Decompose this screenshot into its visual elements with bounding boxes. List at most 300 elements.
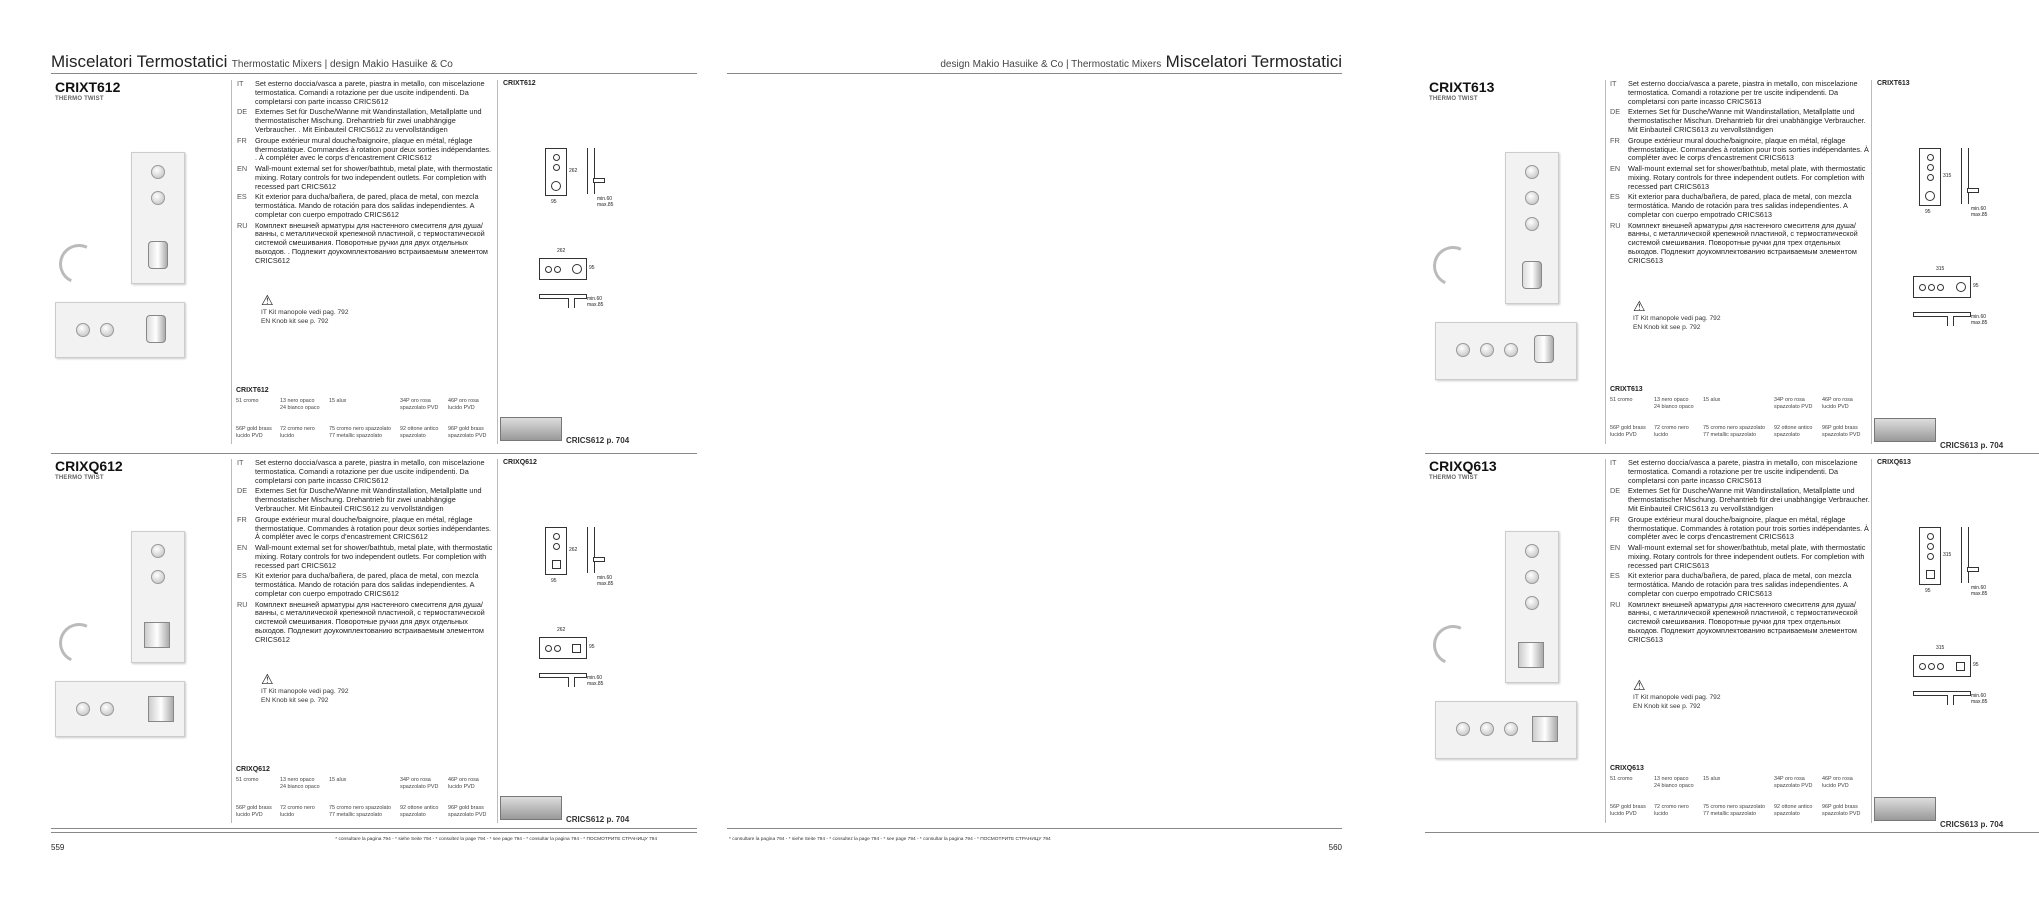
drawing-code: CRIXQ612 [503,459,537,466]
language-code: ES [237,192,247,202]
page-title [51,52,453,72]
finish-item: 92 ottone antico spazzolato [400,426,439,439]
description-de [237,108,495,135]
finish-item: 46P oro rosa lucido PVD [1822,776,1853,789]
description-text: Groupe extérieur mural douche/baignoire, plaque en métal, réglage thermostatique. Commandes à rotation pour deux sorties indépendantes. . À compléter avec le corps d’encastrement CRICS612 [255,135,492,163]
column-divider [1605,459,1606,823]
finish-item: 92 ottone antico spazzolato [1774,425,1813,438]
finish-item: 96P gold brass spazzolato PVD [1822,804,1861,817]
description-text: Externes Set für Dusche/Wanne mit Wandinstallation, Metallplatte und thermostatischer Mischung. Drehantrieb für zwei unabhängige Verbraucher. . Mit Einbauteil CRICS612 zu vervollständigen [255,107,482,135]
language-code: FR [1610,514,1620,524]
finish-item: 51 cromo [236,398,259,404]
header-divider [727,73,1342,74]
description-text: Комплект внешней арматуры для настенного смесителя для душа/ванны, с металлической крепежной пластиной, с термостатической системой смешивания. Поворотные ручки для двух отдельных выходов. Подлежит доукомплектованию встраиваемым элементом CRICS612 [255,599,485,645]
knob-icon [1525,191,1539,205]
description-es [1610,193,1870,220]
language-code: RU [237,220,248,230]
horizontal-width-dimension: 262 [557,248,566,254]
knob-kit-it: IT Kit manopole vedi pag. 792 [1633,694,1721,701]
description-ru [237,601,495,646]
product-photo-vertical [131,152,185,284]
description-text: Set esterno doccia/vasca a parete, piastra in metallo, con miscelazione termostatica. Comandi a rotazione per due uscite indipendenti. Da completarsi con parte incasso CRICS612 [255,458,485,485]
finish-item: 72 cromo nero lucido [280,426,315,439]
description-de [237,487,495,514]
width-dimension: 95 [1925,588,1931,594]
language-code: ES [1610,571,1620,581]
finish-item: 72 cromo nero lucido [280,805,315,818]
top-view-pipe [568,677,575,687]
knob-icon [1525,570,1539,584]
thermostat-control-icon [572,644,581,653]
product-photo-vertical [131,531,185,663]
side-view-drawing [1961,148,1969,204]
front-view-horizontal-drawing [1913,655,1971,677]
description-it [1610,459,1870,486]
knob-kit-note [1633,298,1721,332]
knob-kit-it: IT Kit manopole vedi pag. 792 [1633,315,1721,322]
thermostat-knob-icon [148,696,174,722]
product-divider [1425,453,2039,454]
drawing-code: CRIXQ613 [1877,459,1911,466]
description-block [237,80,495,268]
description-text: Kit exterior para ducha/bañera, de pared, placa de metal, con mezcla termostática. Mando de rotación para tres salidas independientes. A completar con cuerpo empotrado CRICS613 [1628,192,1852,220]
outlet-control-icon [554,645,561,652]
language-code: RU [1610,220,1621,230]
thermostat-knob-icon [144,622,170,648]
language-code: RU [1610,599,1621,609]
knob-icon [1504,722,1518,736]
thermostat-knob-icon [1534,335,1554,363]
language-code: ES [237,571,247,581]
thermostat-knob-icon [148,241,168,269]
horizontal-height-dimension: 95 [1973,283,1979,289]
finish-item: 34P oro rosa spazzolato PVD [1774,397,1813,410]
horizontal-height-dimension: 95 [589,265,595,271]
description-block [1610,459,1870,647]
finishes-title: CRIXT613 [1610,386,1643,393]
rough-in-reference[interactable]: CRICS613 p. 704 [1940,820,2004,829]
top-view-plate [1913,691,1971,696]
description-de [1610,487,1870,514]
finish-item: 56P gold brass lucido PVD [1610,804,1646,817]
description-text: Комплект внешней арматуры для настенного смесителя для душа/ванны, с металлической крепежной пластиной, с термостатической системой смешивания. Поворотные ручки для трех отдельных выходов. Подлежит доукомплектованию встраиваемым элементом CRICS613 [1628,220,1858,266]
language-code: DE [237,486,248,496]
side-view-pipe [593,178,605,183]
outlet-control-icon [1928,663,1935,670]
product-divider [51,832,697,833]
description-text: Kit exterior para ducha/bañera, de pared, placa de metal, con mezcla termostática. Mando de rotación para dos salidas independientes. A completar con cuerpo empotrado CRICS612 [255,192,479,220]
language-code: EN [1610,542,1621,552]
top-view-pipe [568,298,575,308]
width-dimension: 95 [551,199,557,205]
outlet-control-icon [553,543,560,550]
outlet-control-icon [545,645,552,652]
top-view-plate [539,294,587,299]
description-it [237,459,495,486]
column-divider [1871,80,1872,444]
description-text: Комплект внешней арматуры для настенного смесителя для душа/ванны, с металлической крепежной пластиной, с термостатической системой смешивания. Поворотные ручки для двух отдельных выходов. . Подлежит доукомплектованию встраиваемым элементом CRICS612 [255,220,488,266]
product-crixt612 [51,76,697,450]
finish-item: 51 cromo [1610,776,1633,782]
description-it [1610,80,1870,107]
thermostat-control-icon [572,264,582,274]
drawing-code: CRIXT613 [1877,80,1910,87]
finish-item: 56P gold brass lucido PVD [236,805,272,818]
outlet-control-icon [1927,543,1934,550]
description-en [237,165,495,192]
knob-kit-en: EN Knob kit see p. 792 [261,318,329,325]
language-code: IT [1610,79,1617,88]
language-code: EN [237,163,248,173]
finish-item: 75 cromo nero spazzolato 77 metallic spazzolato [1703,804,1766,817]
rough-in-reference[interactable]: CRICS612 p. 704 [566,815,630,824]
outlet-control-icon [554,266,561,273]
horizontal-width-dimension: 315 [1936,645,1945,651]
description-es [237,572,495,599]
description-it [237,80,495,107]
description-es [237,193,495,220]
finish-item: 13 nero opaco 24 bianco opaco [1654,397,1694,410]
description-fr [1610,137,1870,164]
rough-in-reference[interactable]: CRICS612 p. 704 [566,436,630,445]
left-page [0,0,697,900]
product-divider [1425,832,2039,833]
product-crixq613 [1425,455,2039,829]
footer-divider [51,828,697,829]
description-es [1610,572,1870,599]
footnote: * consultare la pagina 794 - * siehe Seite 794 - * consultez la page 794 - * see page 794 - * consultar la pagina 794 - * ПОСМОТРИТЕ СТРАНИЦУ 794 [335,837,657,842]
header-title: Miscelatori Termostatici [1165,52,1342,71]
description-text: Wall-mount external set for shower/bathtub, metal plate, with thermostatic mixing. Rotary controls for three independent outlets. For completion with recessed part CRICS613 [1628,163,1866,191]
horizontal-width-dimension: 315 [1936,266,1945,272]
knob-icon [100,702,114,716]
product-divider [51,453,697,454]
front-view-drawing [545,148,567,196]
language-code: IT [237,79,244,88]
side-view-drawing [587,527,595,573]
description-de [1610,108,1870,135]
width-dimension: 95 [1925,209,1931,215]
finish-item: 96P gold brass spazzolato PVD [1822,425,1861,438]
outlet-control-icon [545,266,552,273]
product-subtitle: THERMO TWIST [1429,475,1478,481]
header-title: Miscelatori Termostatici [51,52,228,71]
rough-in-body-image [500,417,562,441]
knob-icon [151,191,165,205]
finish-item: 46P oro rosa lucido PVD [448,777,479,790]
description-fr [1610,516,1870,543]
front-view-drawing [545,527,567,575]
side-view-pipe [593,557,605,562]
finish-item: 15 alux [329,777,347,783]
finish-item: 75 cromo nero spazzolato 77 metallic spazzolato [329,426,392,439]
horizontal-height-dimension: 95 [1973,662,1979,668]
knob-icon [151,544,165,558]
horizontal-depth-dimension: min.60 max.85 [1971,693,1988,705]
side-view-pipe [1967,567,1979,572]
language-code: RU [237,599,248,609]
page-number: 559 [51,843,65,852]
finish-item: 96P gold brass spazzolato PVD [448,426,487,439]
outlet-control-icon [1919,663,1926,670]
description-en [1610,544,1870,571]
knob-icon [1456,722,1470,736]
product-photo-horizontal [55,681,185,737]
product-subtitle: THERMO TWIST [1429,96,1478,102]
finish-item: 51 cromo [236,777,259,783]
height-dimension: 315 [1943,173,1952,179]
side-view-drawing [1961,527,1969,583]
knob-icon [1504,343,1518,357]
description-text: Kit exterior para ducha/bañera, de pared, placa de metal, con mezcla termostática. Mando de rotación para dos salidas independientes. A completar con cuerpo empotrado CRICS612 [255,571,479,599]
description-text: Wall-mount external set for shower/bathtub, metal plate, with thermostatic mixing. Rotary controls for three independent outlets. For completion with recessed part CRICS613 [1628,542,1866,570]
knob-icon [1480,722,1494,736]
side-view-pipe [1967,188,1979,193]
column-divider [231,80,232,444]
knob-icon [1525,596,1539,610]
product-photo-horizontal [55,302,185,358]
description-fr [237,137,495,164]
finish-item: 56P gold brass lucido PVD [236,426,272,439]
top-view-pipe [1947,316,1954,326]
language-code: FR [1610,135,1620,145]
outlet-control-icon [1927,154,1934,161]
description-text: Wall-mount external set for shower/bathtub, metal plate, with thermostatic mixing. Rotary controls for two independent outlets. For completion with recessed part CRICS612 [255,163,493,191]
front-view-horizontal-drawing [539,637,587,659]
description-text: Externes Set für Dusche/Wanne mit Wandinstallation, Metallplatte und thermostatischer Mischung. Drehantrieb für drei unabhängige Verbraucher. Mit Einbauteil CRICS613 zu vervollständigen [1628,486,1870,514]
finish-item: 13 nero opaco 24 bianco opaco [280,777,320,790]
header-divider [51,73,697,74]
finish-item: 75 cromo nero spazzolato 77 metallic spazzolato [1703,425,1766,438]
description-en [1610,165,1870,192]
language-code: EN [237,542,248,552]
finish-item: 34P oro rosa spazzolato PVD [1774,776,1813,789]
finish-item: 72 cromo nero lucido [1654,425,1689,438]
description-text: Kit exterior para ducha/bañera, de pared, placa de metal, con mezcla termostática. Mando de rotación para tres salidas independientes. A completar con cuerpo empotrado CRICS613 [1628,571,1852,599]
thermostat-knob-icon [1532,716,1558,742]
language-code: DE [237,107,248,117]
page-number: 560 [1328,843,1342,852]
finish-item: 34P oro rosa spazzolato PVD [400,398,439,411]
finish-item: 92 ottone antico spazzolato [400,805,439,818]
description-text: Set esterno doccia/vasca a parete, piastra in metallo, con miscelazione termostatica. Comandi a rotazione per tre uscite indipendenti. Da completarsi con parte incasso CRICS613 [1628,458,1858,485]
rough-in-body-image [1874,418,1936,442]
front-view-horizontal-drawing [1913,276,1971,298]
horizontal-depth-dimension: min.60 max.85 [1971,314,1988,326]
rough-in-body-image [1874,797,1936,821]
finishes-title: CRIXT612 [236,387,269,394]
rotation-arrow-icon [1427,619,1478,670]
finish-item: 96P gold brass spazzolato PVD [448,805,487,818]
description-en [237,544,495,571]
warning-icon: ⚠ [261,292,274,308]
finish-item: 13 nero opaco 24 bianco opaco [280,398,320,411]
horizontal-height-dimension: 95 [589,644,595,650]
thermostat-knob-icon [1522,261,1542,289]
rotation-arrow-icon [1427,240,1478,291]
product-subtitle: THERMO TWIST [55,96,104,102]
language-code: DE [1610,486,1621,496]
column-divider [497,80,498,444]
side-view-drawing [587,148,595,194]
thermostat-control-icon [1956,282,1966,292]
product-code: CRIXQ613 [1429,458,1497,474]
knob-icon [1525,165,1539,179]
product-photo-vertical [1505,531,1559,683]
product-code: CRIXQ612 [55,458,123,474]
finish-item: 46P oro rosa lucido PVD [1822,397,1853,410]
finish-item: 72 cromo nero lucido [1654,804,1689,817]
finish-item: 34P oro rosa spazzolato PVD [400,777,439,790]
footnote: * consultare la pagina 794 - * siehe Seite 794 - * consultez la page 794 - * see page 794 - * consultar la pagina 794 - * ПОСМОТРИТЕ СТРАНИЦУ 794 [729,837,1051,842]
header-subtitle: Thermostatic Mixers | design Makio Hasuike & Co [231,59,453,70]
description-text: Set esterno doccia/vasca a parete, piastra in metallo, con miscelazione termostatica. Comandi a rotazione per tre uscite indipendenti. Da completarsi con parte incasso CRICS613 [1628,79,1858,106]
language-code: EN [1610,163,1621,173]
description-text: Externes Set für Dusche/Wanne mit Wandinstallation, Metallplatte und thermostatischer Mischung. Drehantrieb für zwei unabhängige Verbraucher. Mit Einbauteil CRICS612 zu vervollständigen [255,486,482,514]
language-code: FR [237,135,247,145]
language-code: FR [237,514,247,524]
finish-item: 92 ottone antico spazzolato [1774,804,1813,817]
finishes-title: CRIXQ613 [1610,765,1644,772]
top-view-plate [1913,312,1971,317]
knob-kit-en: EN Knob kit see p. 792 [1633,324,1701,331]
depth-dimension: min.60 max.85 [1971,585,1988,597]
outlet-control-icon [1927,174,1934,181]
right-page [697,0,2004,900]
header-subtitle: design Makio Hasuike & Co | Thermostatic Mixers [940,59,1162,70]
knob-kit-en: EN Knob kit see p. 792 [1633,703,1701,710]
page-title [940,52,1342,72]
description-text: Groupe extérieur mural douche/baignoire, plaque en métal, réglage thermostatique. Commandes à rotation pour deux sorties indépendantes. À compléter avec le corps d’encastrement CRICS612 [255,514,492,542]
height-dimension: 262 [569,168,578,174]
thermostat-knob-icon [146,315,166,343]
drawing-code: CRIXT612 [503,80,536,87]
thermostat-control-icon [1926,570,1935,579]
knob-kit-note [261,292,349,326]
description-text: Комплект внешней арматуры для настенного смесителя для душа/ванны, с металлической крепежной пластиной, с термостатической системой смешивания. Поворотные ручки для трех отдельных выходов. Подлежит доукомплектованию встраиваемым элементом CRICS613 [1628,599,1858,645]
outlet-control-icon [1927,164,1934,171]
thermostat-control-icon [1925,191,1935,201]
rough-in-body-image [500,796,562,820]
outlet-control-icon [1928,284,1935,291]
outlet-control-icon [553,154,560,161]
description-ru [237,222,495,267]
column-divider [1605,80,1606,444]
rough-in-reference[interactable]: CRICS613 p. 704 [1940,441,2004,450]
top-view-plate [539,673,587,678]
knob-kit-note [261,671,349,705]
finish-item: 56P gold brass lucido PVD [1610,425,1646,438]
horizontal-width-dimension: 262 [557,627,566,633]
language-code: IT [237,458,244,467]
knob-icon [76,702,90,716]
thermostat-control-icon [1956,662,1965,671]
knob-icon [151,570,165,584]
language-code: IT [1610,458,1617,467]
depth-dimension: min.60 max.85 [597,196,614,208]
description-text: Groupe extérieur mural douche/baignoire, plaque en métal, réglage thermostatique. Commandes à rotation pour trois sorties indépendantes. À compléter avec le corps d’encastrement CRICS613 [1628,514,1869,542]
product-code: CRIXT612 [55,79,121,95]
column-divider [231,459,232,823]
knob-kit-note [1633,677,1721,711]
width-dimension: 95 [551,578,557,584]
description-text: Wall-mount external set for shower/bathtub, metal plate, with thermostatic mixing. Rotary controls for two independent outlets. For completion with recessed part CRICS612 [255,542,493,570]
description-text: Set esterno doccia/vasca a parete, piastra in metallo, con miscelazione termostatica. Comandi a rotazione per due uscite indipendenti. Da completarsi con parte incasso CRICS612 [255,79,485,106]
product-code: CRIXT613 [1429,79,1495,95]
thermostat-control-icon [552,560,561,569]
height-dimension: 262 [569,547,578,553]
product-photo-horizontal [1435,701,1577,759]
rotation-arrow-icon [53,238,104,289]
column-divider [1871,459,1872,823]
finish-item: 15 alux [1703,776,1721,782]
knob-icon [100,323,114,337]
description-text: Externes Set für Dusche/Wanne mit Wandinstallation, Metallplatte und thermostatischer Mischun. Drehantrieb für drei unabhängige Verbraucher. Mit Einbauteil CRICS613 zu vervollständigen [1628,107,1866,135]
knob-icon [76,323,90,337]
finish-item: 51 cromo [1610,397,1633,403]
knob-icon [1525,217,1539,231]
outlet-control-icon [1937,663,1944,670]
description-ru [1610,601,1870,646]
outlet-control-icon [1927,553,1934,560]
finish-item: 15 alux [329,398,347,404]
product-crixq612 [51,455,697,829]
outlet-control-icon [1919,284,1926,291]
finish-item: 15 alux [1703,397,1721,403]
description-fr [237,516,495,543]
knob-icon [1525,544,1539,558]
warning-icon: ⚠ [1633,677,1646,693]
column-divider [497,459,498,823]
front-view-horizontal-drawing [539,258,587,280]
top-view-pipe [1947,695,1954,705]
knob-kit-it: IT Kit manopole vedi pag. 792 [261,688,349,695]
language-code: ES [1610,192,1620,202]
front-view-drawing [1919,148,1941,206]
knob-kit-en: EN Knob kit see p. 792 [261,697,329,704]
description-block [237,459,495,647]
finishes-title: CRIXQ612 [236,766,270,773]
thermostat-knob-icon [1518,642,1544,668]
rotation-arrow-icon [53,617,104,668]
horizontal-depth-dimension: min.60 max.85 [587,296,604,308]
height-dimension: 315 [1943,552,1952,558]
language-code: DE [1610,107,1621,117]
finish-item: 75 cromo nero spazzolato 77 metallic spazzolato [329,805,392,818]
depth-dimension: min.60 max.85 [1971,206,1988,218]
depth-dimension: min.60 max.85 [597,575,614,587]
warning-icon: ⚠ [261,671,274,687]
finish-item: 13 nero opaco 24 bianco opaco [1654,776,1694,789]
outlet-control-icon [553,164,560,171]
description-ru [1610,222,1870,267]
outlet-control-icon [1927,533,1934,540]
knob-kit-it: IT Kit manopole vedi pag. 792 [261,309,349,316]
product-subtitle: THERMO TWIST [55,475,104,481]
finish-item: 46P oro rosa lucido PVD [448,398,479,411]
knob-icon [1456,343,1470,357]
description-text: Groupe extérieur mural douche/baignoire, plaque en métal, réglage thermostatique. Commandes à rotation pour trois sorties indépendantes. À compléter avec le corps d’encastrement CRICS613 [1628,135,1869,163]
product-crixt613 [1425,76,2039,450]
warning-icon: ⚠ [1633,298,1646,314]
knob-icon [1480,343,1494,357]
description-block [1610,80,1870,268]
horizontal-depth-dimension: min.60 max.85 [587,675,604,687]
outlet-control-icon [553,533,560,540]
front-view-drawing [1919,527,1941,585]
outlet-control-icon [1937,284,1944,291]
footer-divider [727,828,1342,829]
